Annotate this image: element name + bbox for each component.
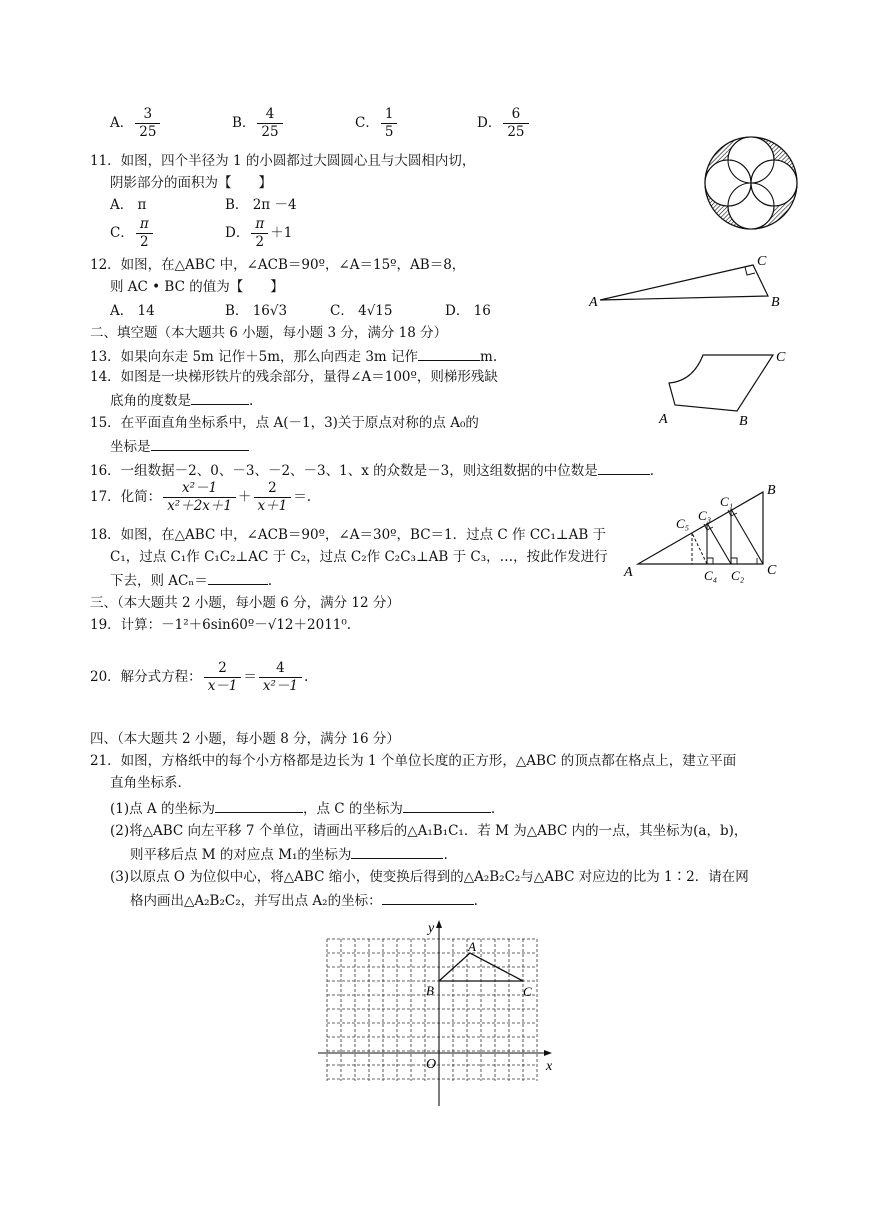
label-a: A (589, 295, 598, 310)
q10-option-a: A． $\frac{3}{25}$ (110, 106, 162, 141)
label-c3: C₃ (698, 508, 712, 523)
q18-line3: 下去，则 ACₙ＝ . (110, 570, 272, 590)
q21-part3-line1: (3)以原点 O 为位似中心，将△ABC 缩小，使变换后得到的△A₂B₂C₂与△ABC 对应边的比为 1∶2．请在网 (110, 869, 749, 885)
q12-option-b: B． 16√3 (225, 303, 288, 319)
q12-option-c: C． 4√15 (330, 303, 393, 319)
x-axis-arrow (544, 1050, 552, 1056)
q13: 13．如果向东走 5m 记作＋5m，那么向西走 3m 记作 m. (90, 346, 497, 366)
q21-line2: 直角坐标系． (110, 775, 191, 791)
q21-part2-line2: 则平移后点 M 的对应点 M₁的坐标为 . (130, 844, 448, 864)
y-axis-arrow (436, 920, 442, 928)
q11-line2: 阴影部分的面积为【 】 (110, 175, 272, 191)
q11-line1: 11．如图，四个半径为 1 的小圆都过大圆圆心且与大圆相内切， (90, 153, 476, 169)
origin-label: O (426, 1057, 437, 1072)
q15-line2: 坐标是 (110, 436, 249, 456)
q16: 16．一组数据－2、0、－3、－2、－3、1、x 的众数是－3，则这组数据的中位数是 . (90, 460, 654, 480)
q20: 20．解分式方程： $\frac{2}{x-1}$ ＝ $\frac{4}{\text{x²－1}}$ . (90, 660, 309, 694)
label-c1: C₁ (720, 494, 734, 509)
q21-part1: (1)点 A 的坐标为 ，点 C 的坐标为 . (110, 798, 495, 818)
q21-line1: 21．如图，方格纸中的每个小方格都是边长为 1 个单位长度的正方形，△ABC 的顶点都在格点上，建立平面 (90, 753, 737, 769)
q14-line2: 底角的度数是 . (110, 390, 253, 410)
label-c: C (776, 350, 786, 365)
y-label: y (428, 921, 435, 936)
label-b: B (426, 983, 434, 998)
q14-trapezoid-figure (655, 345, 795, 430)
q11-option-b: B． 2π －4 (225, 197, 297, 213)
label-b: B (739, 414, 748, 429)
section-4-heading: 四、（本大题共 2 小题，每小题 8 分，满分 16 分） (90, 731, 400, 747)
q10-option-c: C． $\frac{1}{5}$ (355, 106, 399, 141)
x-label: x (546, 1059, 553, 1074)
q12-option-d: D． 16 (445, 303, 491, 319)
q18-triangle-figure (620, 478, 790, 588)
label-c: C (523, 984, 532, 999)
q21-part3-line2: 格内画出△A₂B₂C₂，并写出点 A₂的坐标： . (130, 890, 478, 910)
q12-option-a: A． 14 (110, 303, 155, 319)
q11-circles-figure (702, 134, 800, 232)
q11-option-c: C． $\frac{\pi}{2}$ (110, 216, 155, 251)
label-a: A (659, 412, 668, 427)
q11-option-d: D． $\frac{\pi}{2}$ ＋1 (225, 216, 293, 250)
q12-triangle-figure (585, 248, 785, 318)
section-2-heading: 二、填空题（本大题共 6 小题，每小题 3 分，满分 18 分） (90, 325, 448, 341)
q10-option-d: D． $\frac{6}{25}$ (477, 106, 531, 141)
q21-part2-line1: (2)将△ABC 向左平移 7 个单位，请画出平移后的△A₁B₁C₁．若 M 为△ABC 内的一点，其坐标为(a，b)， (110, 823, 748, 839)
q21-coordinate-grid (318, 918, 558, 1108)
label-c: C (757, 254, 767, 269)
q18-line2: C₁，过点 C₁作 C₁C₂⊥AC 于 C₂，过点 C₂作 C₂C₃⊥AB 于 C₃，…，按此作发进行 (110, 549, 608, 565)
q18-line1: 18．如图，在△ABC 中，∠ACB＝90º，∠A＝30º，BC＝1．过点 C 作 CC₁⊥AB 于 (90, 527, 607, 543)
label-b: B (767, 483, 776, 498)
q15-line1: 15．在平面直角坐标系中，点 A(－1，3)关于原点对称的点 A₀的 (90, 415, 479, 431)
label-c4: C₄ (704, 568, 718, 583)
section-3-heading: 三、（本大题共 2 小题，每小题 6 分，满分 12 分） (90, 595, 400, 611)
label-c2: C₂ (731, 568, 745, 583)
q19: 19．计算：－1²＋6sin60º－√12＋2011⁰. (90, 617, 352, 633)
q11-option-a: A． π (110, 197, 147, 213)
q14-line1: 14．如图是一块梯形铁片的残余部分，量得∠A＝100º，则梯形残缺 (90, 369, 498, 385)
label-b: B (771, 295, 780, 310)
label-a: A (468, 939, 476, 954)
label-c5: C₅ (676, 516, 690, 531)
label-a: A (624, 565, 633, 580)
q17: 17．化简： $\frac{\text{x²－1}}{\text{x²＋2x＋1}}$ ＋ $\frac{2}{x+1}$ ＝. (90, 480, 312, 514)
q10-option-b: B． $\frac{4}{25}$ (232, 106, 285, 141)
label-c: C (767, 563, 777, 578)
q12-line1: 12．如图，在△ABC 中，∠ACB＝90º，∠A＝15º，AB＝8， (90, 257, 466, 273)
q12-line2: 则 AC • BC 的值为【 】 (110, 279, 284, 295)
